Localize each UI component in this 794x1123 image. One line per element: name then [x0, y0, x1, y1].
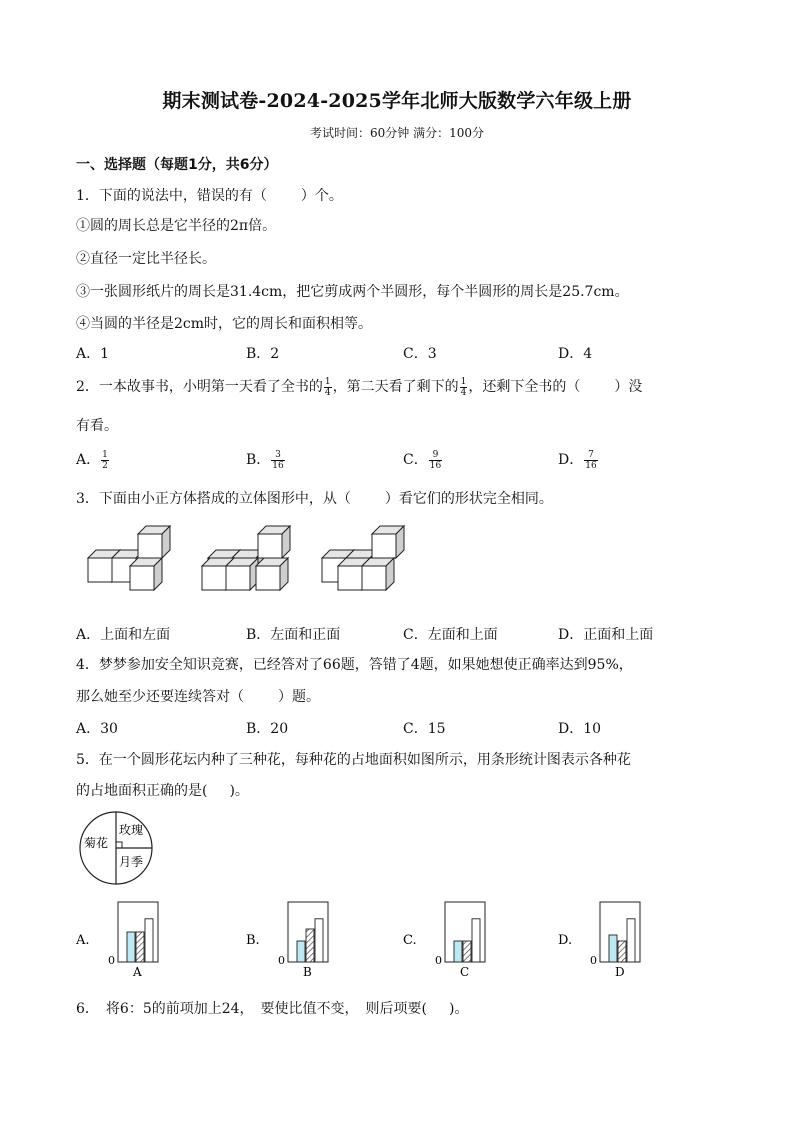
- q4-option-c: C．15: [403, 721, 446, 737]
- fraction-numerator: 1: [324, 376, 331, 387]
- pie-label-juhua: 菊花: [84, 836, 109, 850]
- bar-chart-option-b: [246, 902, 328, 979]
- fraction-denominator: 2: [102, 460, 108, 471]
- fraction-numerator: 1: [460, 376, 467, 387]
- pie-label-meigui: 玫瑰: [119, 823, 144, 837]
- fraction-numerator: 1: [102, 449, 108, 460]
- q4-option-a: A．30: [76, 721, 118, 737]
- q3-option-b: B．左面和正面: [246, 627, 341, 643]
- q1-statement-4: ④当圆的半径是2cm时，它的周长和面积相等。: [76, 316, 373, 332]
- chart-bar: [627, 919, 635, 962]
- q3-option-d: D．正面和上面: [558, 627, 654, 643]
- option-label: C．: [403, 452, 428, 468]
- q3-stem-part-a: 3．下面由小正方体搭成的立体图形中，从（: [76, 491, 351, 507]
- q1-stem-part-a: 1．下面的说法中，错误的有（: [76, 188, 267, 204]
- question-4-stem: 4．梦梦参加安全知识竞赛，已经答对了66题，答错了4题，如果她想使正确率达到95%，: [76, 657, 633, 673]
- q2-option-d: [558, 449, 599, 471]
- q3-stem-part-b: ）看它们的形状完全相同。: [384, 491, 553, 507]
- section-heading: 一、选择题（每题1分，共6分）: [76, 157, 278, 173]
- q2-stem-part-c: ，还剩下全书的（: [468, 379, 581, 395]
- q1-statement-3: ③一张圆形纸片的周长是31.4cm，把它剪成两个半圆形，每个半圆形的周长是25.7cm。: [76, 284, 629, 300]
- option-label: D．: [558, 452, 584, 468]
- fraction-numerator: 9: [429, 450, 442, 461]
- question-1-stem: [76, 185, 343, 205]
- fraction-denominator: 16: [272, 460, 284, 471]
- cube-figures: [80, 522, 440, 602]
- q3-option-a: A．上面和左面: [76, 627, 171, 643]
- q5-stem-part-b: 的占地面积正确的是(: [76, 783, 208, 799]
- cube-figure-2: [202, 526, 290, 590]
- chart-bar: [136, 932, 144, 962]
- chart-bar: [618, 941, 626, 962]
- chart-bar: [454, 941, 462, 962]
- chart-category-label: A: [133, 965, 142, 979]
- q6-stem-part-a: 6． 将6：5的前项加上24， 要使比值不变， 则后项要(: [76, 1001, 427, 1017]
- q1-option-b: B．2: [246, 346, 280, 362]
- flower-area-pie: [76, 810, 158, 886]
- q5-bar-chart-options: [70, 896, 670, 988]
- bar-chart-option-d: [558, 902, 640, 979]
- option-fraction: [271, 450, 284, 471]
- bar-chart-option-c: [403, 902, 485, 979]
- question-5-stem: 5．在一个圆形花坛内种了三种花，每种花的占地面积如图所示，用条形统计图表示各种花: [76, 752, 631, 768]
- axis-zero-label: 0: [108, 954, 115, 967]
- chart-category-label: D: [615, 965, 625, 979]
- q2-stem-part-d: ）没: [614, 379, 643, 395]
- fraction-denominator: 16: [429, 460, 442, 471]
- fraction-numerator: 7: [584, 450, 597, 461]
- bar-chart-option-label: D.: [558, 933, 573, 948]
- option-fraction: [429, 450, 442, 471]
- bar-chart-option-label: C.: [403, 933, 417, 948]
- q1-option-d: D．4: [558, 346, 593, 362]
- chart-bar: [609, 935, 617, 962]
- question-5-stem-continued: [76, 780, 249, 800]
- page-title: 期末测试卷-2024-2025学年北师大版数学六年级上册: [162, 90, 632, 112]
- question-3-stem: [76, 488, 553, 508]
- option-fraction: [584, 450, 597, 471]
- q1-statement-2: ②直径一定比半径长。: [76, 251, 216, 267]
- q2-option-a: [76, 449, 110, 471]
- q6-stem-part-b: )。: [449, 1001, 469, 1017]
- axis-zero-label: 0: [278, 954, 285, 967]
- q4-stem-part-c: ）题。: [278, 689, 320, 705]
- q4-stem-part-b: 那么她至少还要连续答对（: [76, 689, 244, 705]
- q3-option-c: C．左面和上面: [403, 627, 498, 643]
- question-4-stem-continued: [76, 686, 320, 706]
- chart-bar: [306, 929, 314, 962]
- q2-stem-part-b: ，第二天看了剩下的: [332, 379, 459, 395]
- chart-bar: [463, 941, 471, 962]
- bar-chart-option-label: A.: [76, 933, 90, 948]
- chart-bar: [127, 932, 135, 962]
- q1-option-c: C．3: [403, 346, 437, 362]
- chart-bar: [315, 919, 323, 962]
- axis-zero-label: 0: [590, 954, 597, 967]
- chart-category-label: C: [460, 965, 470, 979]
- chart-bar: [472, 919, 480, 962]
- q4-option-d: D．10: [558, 721, 602, 737]
- q2-option-c: [403, 449, 443, 471]
- q2-stem-part-a: 2．一本故事书，小明第一天看了全书的: [76, 379, 323, 395]
- question-2-stem: [76, 376, 642, 398]
- cube-figure-3: [322, 526, 404, 590]
- fraction-one-quarter: [324, 377, 332, 398]
- option-label: A．: [76, 452, 101, 468]
- chart-category-label: B: [303, 965, 312, 979]
- fraction-numerator: 3: [271, 450, 284, 461]
- option-fraction: [101, 450, 109, 471]
- axis-zero-label: 0: [435, 954, 442, 967]
- fraction-one-quarter: [460, 377, 468, 398]
- chart-bar: [145, 919, 153, 962]
- fraction-denominator: 16: [585, 460, 597, 471]
- question-6-stem: [76, 998, 468, 1018]
- exam-info: 考试时间：60分钟 满分：100分: [310, 126, 484, 140]
- bar-chart-option-a: [75, 902, 158, 979]
- q4-option-b: B．20: [246, 721, 289, 737]
- bar-chart-option-label: B.: [246, 933, 260, 948]
- cube-figure-1: [88, 526, 170, 590]
- pie-label-yueji: 月季: [119, 855, 144, 869]
- q2-option-b: [246, 449, 286, 471]
- q2-stem-continued: 有看。: [76, 418, 118, 434]
- option-label: B．: [246, 452, 271, 468]
- fraction-denominator: 4: [460, 387, 467, 398]
- q1-statement-1: ①圆的周长总是它半径的2π倍。: [76, 218, 277, 234]
- fraction-denominator: 4: [324, 387, 331, 398]
- chart-bar: [297, 941, 305, 962]
- q5-stem-part-c: )。: [229, 783, 249, 799]
- q1-stem-part-b: ）个。: [300, 188, 343, 204]
- q1-option-a: A．1: [76, 346, 110, 362]
